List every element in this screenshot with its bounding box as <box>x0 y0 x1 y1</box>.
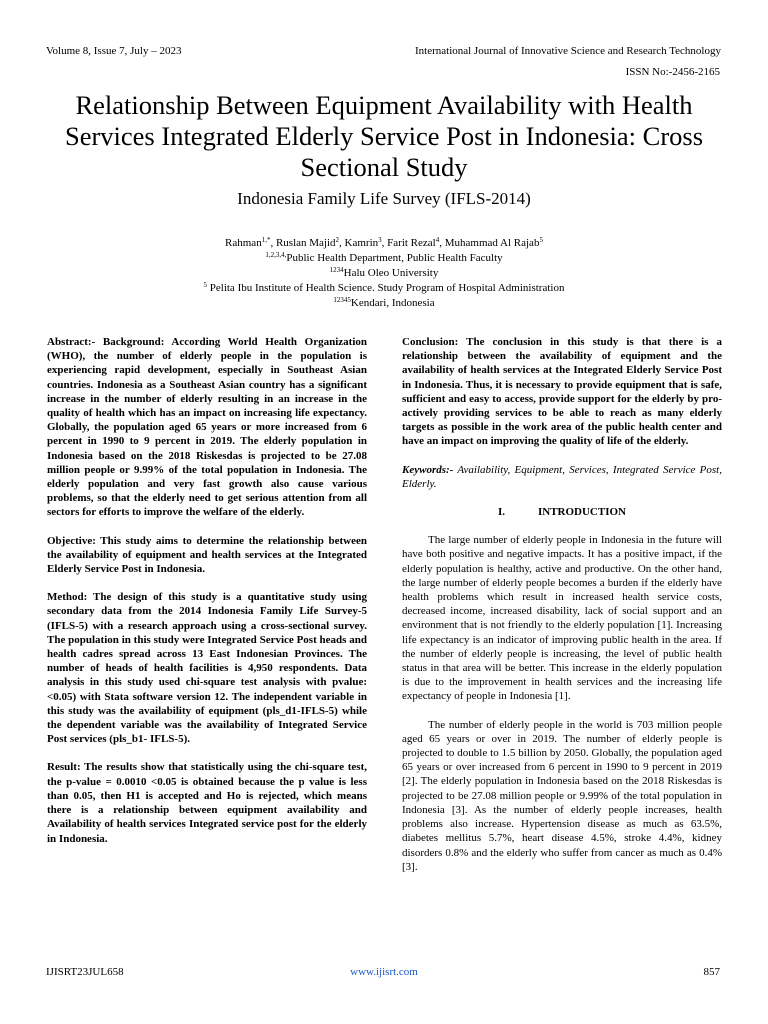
abstract-result: Result: The results show that statistically using the chi-square test, the p-value = 0.0010 <0.05 is obtained because the p value is less than 0.05, then H1 is accepted and Ho is rejected, which means there is a relationship between equipment availability and Availability of health services Integrated service post for the elderly in Indonesia. <box>47 761 367 845</box>
section-number: I. <box>497 506 506 519</box>
journal-issn: ISSN No:-2456-2165 <box>625 66 720 78</box>
author-sup: 4 <box>435 236 440 244</box>
section-title: INTRODUCTION <box>537 506 626 519</box>
keywords <box>402 463 722 491</box>
affiliation: $^5$ Pelita Ibu Institute of Health Science. Study Program of Hospital Administration <box>203 281 565 294</box>
paper-id: IJISRT23JUL658 <box>46 966 124 978</box>
author-sup: 2 <box>335 236 340 244</box>
abstract-method: Method: The design of this study is a quantitative study using secondary data from the 2014 Indonesia Family Life Survey-5 (IFLS-5) with a research approach using a cross-sectional survey. The population in this study were Integrated Service Post heads and health cadres spread across 13 East Indonesian Provinces. The number of heads of health facilities is 4,950 respondents. Data analysis in this study used chi-square test analysis with pvalue: <0.05) with Stata software version 12. The independent variable in this study was the availability of equipment (pls_d1-IFLS-5) while the dependent variable was the availability of Integrated Service Post services (pls_b1- IFLS-5). <box>47 591 367 746</box>
abstract-background: Abstract:- Background: According World Health Organization (WHO), the number of elderly people in the population is experiencing rapid development, especially in Southeast Asian countries. Indonesia as a Southeast Asian country has a significant increase in the number of elderly resulting in an increase in the quality of health which has an impact on increasing life expectancy. Globally, the population aged 65 years or more increased from 6 percent in 1990 to 9 percent in 2019. The elderly population in Indonesia based on the 2018 Riskesdas is projected to be 27.08 million people or 9.99% of the total population in Indonesia. The elderly population and very fast growth also cause various problems, so that the elderly need to get serious attention from all sectors for efforts to improve the welfare of the elderly. <box>47 336 367 519</box>
author-block <box>30 236 738 311</box>
journal-volume: Volume 8, Issue 7, July – 2023 <box>46 45 182 57</box>
paper-subtitle: Indonesia Family Life Survey (IFLS-2014) <box>237 189 531 208</box>
abstract-conclusion: Conclusion: The conclusion in this study is that there is a relationship between the availability of equipment and the availability of health services at the Integrated Elderly Service Post in Indonesia. Thus, it is necessary to provide equipment that is safe, sufficient and easy to access, provide support for the elderly by pro-actively providing services to be able to reach as many elderly targets as possible in the work area of the public health center and have an impact on improving the quality of life of the elderly. <box>402 336 722 448</box>
left-column <box>47 335 367 860</box>
author-sup: 5 <box>539 236 543 244</box>
author-name: Muhammad Al Rajab <box>444 237 540 249</box>
author-sup: 1,* <box>261 236 271 244</box>
author-sup: 3 <box>378 236 382 244</box>
author-name: Kamrin <box>344 237 379 249</box>
paper-title: Relationship Between Equipment Availability with Health Services Integrated Elderly Service Post in Indonesia: Cross Sectional Study <box>64 90 704 182</box>
intro-paragraph: The large number of elderly people in Indonesia in the future will have both positive and negative impacts. It has a positive impact, if the elderly population is healthy, active and productive. On the other hand, the large number of elderly people becomes a burden if the elderly have health problems which result in increased health service costs, decreased income, increased disability, lack of social support and an environment that is not friendly to the elderly population [1]. Increasing life expectancy is an indicator of improving public health in the area. If the number of elderly people is increasing, the level of public health status in that area will be better. This increase in the elderly population is due to the improvement in health services and the increasing life expectancy of people in Indonesia [1]. <box>402 534 722 703</box>
author-list: Rahman$^{1,*}$, Ruslan Majid$^2$, Kamrin$^3$, Farit Rezal$^4$, Muhammad Al Rajab$^5$ <box>225 236 543 249</box>
section-heading <box>402 505 722 519</box>
page-number: 857 <box>703 966 720 978</box>
author-name: Ruslan Majid <box>275 237 336 249</box>
keywords-text: Availability, Equipment, Services, Integrated Service Post, Elderly. <box>402 463 722 490</box>
affiliation: $^{1234}$Halu Oleo University <box>329 266 439 279</box>
journal-name: International Journal of Innovative Science and Research Technology <box>414 45 721 57</box>
affiliation: $^{12345}$Kendari, Indonesia <box>333 296 435 309</box>
keywords-label: Keywords:- <box>402 463 454 476</box>
abstract-objective: Objective: This study aims to determine the relationship between the availability of equipment and health services at the Integrated Elderly Service Post in Indonesia. <box>47 534 367 576</box>
intro-paragraph: The number of elderly people in the world is 703 million people aged 65 years or over in 2019. The number of elderly people is projected to double to 1.5 billion by 2050. Globally, the population aged 65 years or over increased from 6 percent in 1990 to 9 percent in 2019 [2]. The elderly population in Indonesia based on the 2018 Riskesdas is projected to be 27.08 million people or 9.99% of the total population in Indonesia [3]. As the number of elderly people increases, health problems also increase. Hypertension disease as much as 63.5%, diabetes mellitus 5.7%, heart disease 4.5%, stroke 4.4%, kidney disorders 0.8% and the elderly who suffer from cancer as much as 0.4% [3]. <box>402 718 722 873</box>
author-name: Farit Rezal <box>387 237 436 249</box>
author-name: Rahman <box>225 237 262 249</box>
affiliation: $^{1,2,3,4,}$Public Health Department, Public Health Faculty <box>265 251 503 264</box>
right-column <box>402 335 722 888</box>
journal-website-link[interactable]: www.ijisrt.com <box>350 966 418 978</box>
